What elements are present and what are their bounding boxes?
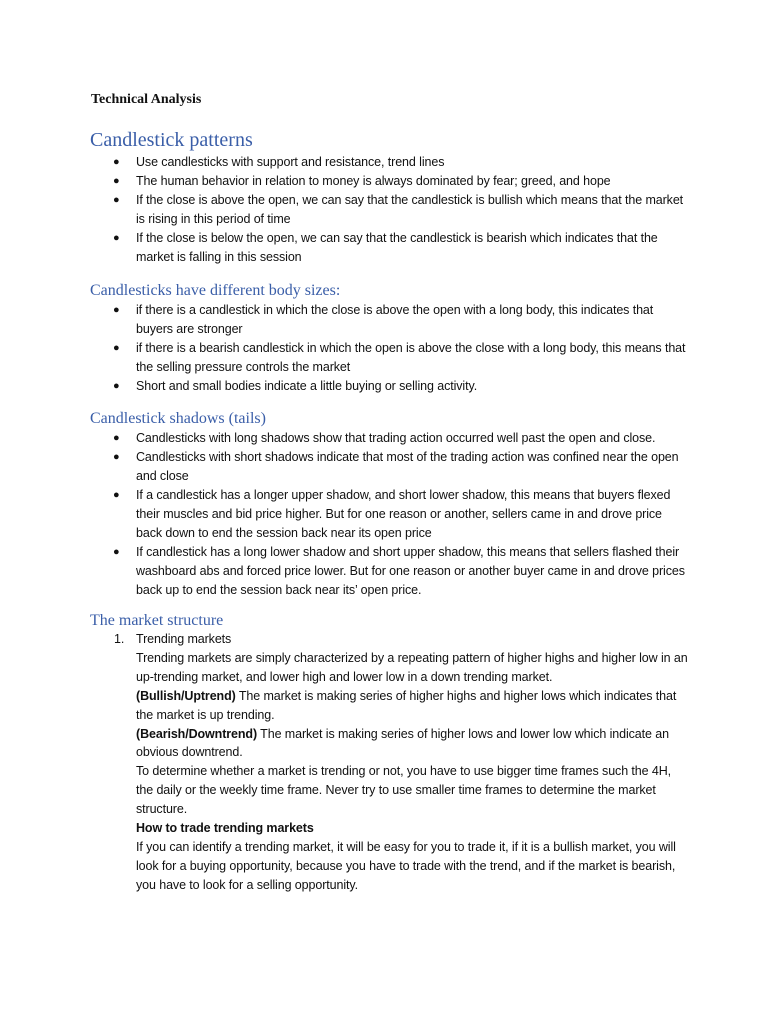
- document-title: Technical Analysis: [91, 92, 202, 107]
- list-item-text: If candlestick has a long lower shadow and short upper shadow, this means that sellers flashed their washboard abs and forced price lower. But for one reason or another buyer came in and drove prices back up to end the session back near its’ open price.: [136, 545, 685, 597]
- bullet-icon: ●: [113, 546, 120, 558]
- paragraph-intro: Trending markets are simply characterized by a repeating pattern of higher highs and higher low in an up-trending market, and lower high and lower low in a down trending market.: [136, 650, 688, 684]
- list-item: [0, 191, 768, 229]
- item-number: 1.: [114, 632, 125, 646]
- paragraph-bearish: [136, 725, 688, 763]
- bullet-icon: ●: [113, 175, 120, 187]
- list-item-text: if there is a bearish candlestick in which the open is above the close with a long body, this means that the selling pressure controls the market: [136, 341, 686, 374]
- list-item-text: If the close is above the open, we can say that the candlestick is bullish which means that the market is rising in this period of time: [136, 193, 684, 226]
- list-item-text: If the close is below the open, we can say that the candlestick is bearish which indicates that the market is falling in this session: [136, 231, 658, 264]
- list-item: [0, 229, 768, 267]
- list-item: [0, 301, 768, 339]
- subheading-how-to-trade: How to trade trending markets: [136, 821, 314, 836]
- list-item-text: if there is a candlestick in which the close is above the open with a long body, this indicates that buyers are stronger: [136, 303, 654, 336]
- bullet-icon: ●: [113, 342, 120, 354]
- paragraph-bullish: [136, 687, 688, 725]
- list-item: [0, 543, 768, 600]
- bullet-icon: ●: [113, 432, 120, 444]
- list-item-text: Candlesticks with long shadows show that trading action occurred well past the open and close.: [136, 431, 656, 445]
- list-candlestick-shadows: [0, 429, 768, 600]
- list-item: [0, 153, 768, 172]
- list-item-text: Short and small bodies indicate a little buying or selling activity.: [136, 379, 478, 393]
- heading-market-structure: The market structure: [90, 612, 224, 629]
- list-item-text: If a candlestick has a longer upper shadow, and short lower shadow, this means that buyers flexed their muscles and bid price higher. But for one reason or another, sellers came in and drove price back down to end the session back near its open price: [136, 488, 671, 540]
- bearish-text: The market is making series of higher lows and lower low which indicate an obvious downtrend.: [136, 726, 669, 760]
- list-item-text: Candlesticks with short shadows indicate that most of the trading action was confined near the open and close: [136, 450, 679, 483]
- list-item: [0, 429, 768, 448]
- paragraph-timeframe: To determine whether a market is trending or not, you have to use bigger time frames such the 4H, the daily or the weekly time frame. Never try to use smaller time frames to determine the market structure.: [136, 764, 672, 817]
- bullet-icon: ●: [113, 489, 120, 501]
- list-body-sizes: [0, 301, 768, 396]
- list-item-text: The human behavior in relation to money is always dominated by fear; greed, and hope: [136, 174, 611, 188]
- bullet-icon: ●: [113, 451, 120, 463]
- heading-body-sizes: Candlesticks have different body sizes:: [90, 282, 341, 299]
- list-item-text: Use candlesticks with support and resistance, trend lines: [136, 155, 445, 169]
- list-market-structure: [0, 630, 768, 895]
- bearish-label: (Bearish/Downtrend): [136, 726, 258, 741]
- bullish-text: The market is making series of higher highs and higher lows which indicates that the market is up trending.: [136, 688, 677, 722]
- paragraph-how-to-trade: If you can identify a trending market, it will be easy for you to trade it, if it is a bullish market, you will look for a buying opportunity, because you have to trade with the trend, and if the market is bearish, you have to look for a selling opportunity.: [136, 839, 676, 892]
- bullet-icon: ●: [113, 156, 120, 168]
- list-item: [0, 486, 768, 543]
- bullish-label: (Bullish/Uptrend): [136, 688, 236, 703]
- heading-candlestick-shadows: Candlestick shadows (tails): [90, 410, 266, 427]
- list-item: [0, 339, 768, 377]
- item-title: Trending markets: [136, 632, 232, 646]
- bullet-icon: ●: [113, 232, 120, 244]
- list-item: [0, 172, 768, 191]
- heading-candlestick-patterns: Candlestick patterns: [90, 129, 253, 151]
- list-candlestick-patterns: [0, 153, 768, 267]
- list-item: [0, 448, 768, 486]
- numbered-item-trending-markets: [0, 630, 768, 895]
- list-item: [0, 377, 768, 396]
- bullet-icon: ●: [113, 380, 120, 392]
- bullet-icon: ●: [113, 194, 120, 206]
- bullet-icon: ●: [113, 304, 120, 316]
